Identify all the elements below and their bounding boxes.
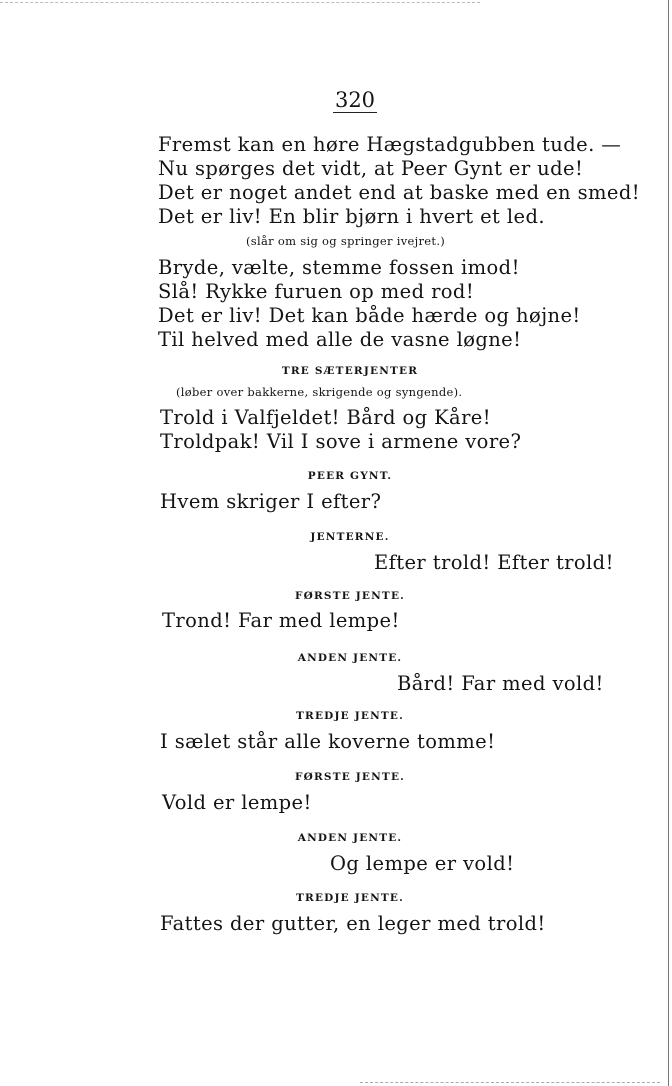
speaker-name: FØRSTE JENTE.	[294, 771, 406, 783]
verse-line: Vold er lempe!	[162, 791, 312, 814]
speaker-name: ANDEN JENTE.	[297, 652, 403, 664]
verse-line: Fremst kan en høre Hægstadgubben tude. —	[158, 133, 622, 156]
speaker-name: TREDJE JENTE.	[296, 892, 404, 904]
verse-line: Det er liv! Det kan både hærde og højne!	[158, 304, 581, 327]
speaker-name: ANDEN JENTE.	[297, 832, 403, 844]
speaker-name: TREDJE JENTE.	[296, 710, 404, 722]
verse-line: Trold i Valfjeldet! Bård og Kåre!	[160, 406, 491, 429]
verse-line: Hvem skriger I efter?	[160, 490, 382, 513]
verse-line: Det er noget andet end at baske med en smed!	[158, 181, 640, 204]
scan-top-edge	[0, 2, 480, 3]
stage-direction: (slår om sig og springer ivejret.)	[246, 234, 446, 248]
speaker-name: FØRSTE JENTE.	[294, 590, 406, 602]
verse-line: I sælet står alle koverne tomme!	[160, 730, 496, 753]
verse-line: Og lempe er vold!	[330, 852, 515, 875]
verse-line: Det er liv! En blir bjørn i hvert et led.	[158, 205, 545, 228]
scan-bottom-edge	[360, 1082, 660, 1083]
stage-direction: (løber over bakkerne, skrigende og syngende).	[176, 385, 463, 399]
verse-line: Troldpak! Vil I sove i armene vore?	[160, 430, 522, 453]
page-number: 320	[334, 88, 376, 112]
verse-line: Fattes der gutter, en leger med trold!	[160, 912, 546, 935]
verse-line: Trond! Far med lempe!	[162, 609, 400, 632]
verse-line: Nu spørges det vidt, at Peer Gynt er ude!	[158, 157, 584, 180]
speaker-name: PEER GYNT.	[307, 470, 393, 482]
speaker-name: TRE SÆTERJENTER	[281, 365, 419, 377]
verse-line: Til helved med alle de vasne løgne!	[158, 328, 522, 351]
verse-line: Slå! Rykke furuen op med rod!	[158, 280, 475, 303]
speaker-name: JENTERNE.	[310, 531, 390, 543]
verse-line: Efter trold! Efter trold!	[374, 551, 614, 574]
verse-line: Bård! Far med vold!	[397, 672, 604, 695]
verse-line: Bryde, vælte, stemme fossen imod!	[158, 256, 520, 279]
